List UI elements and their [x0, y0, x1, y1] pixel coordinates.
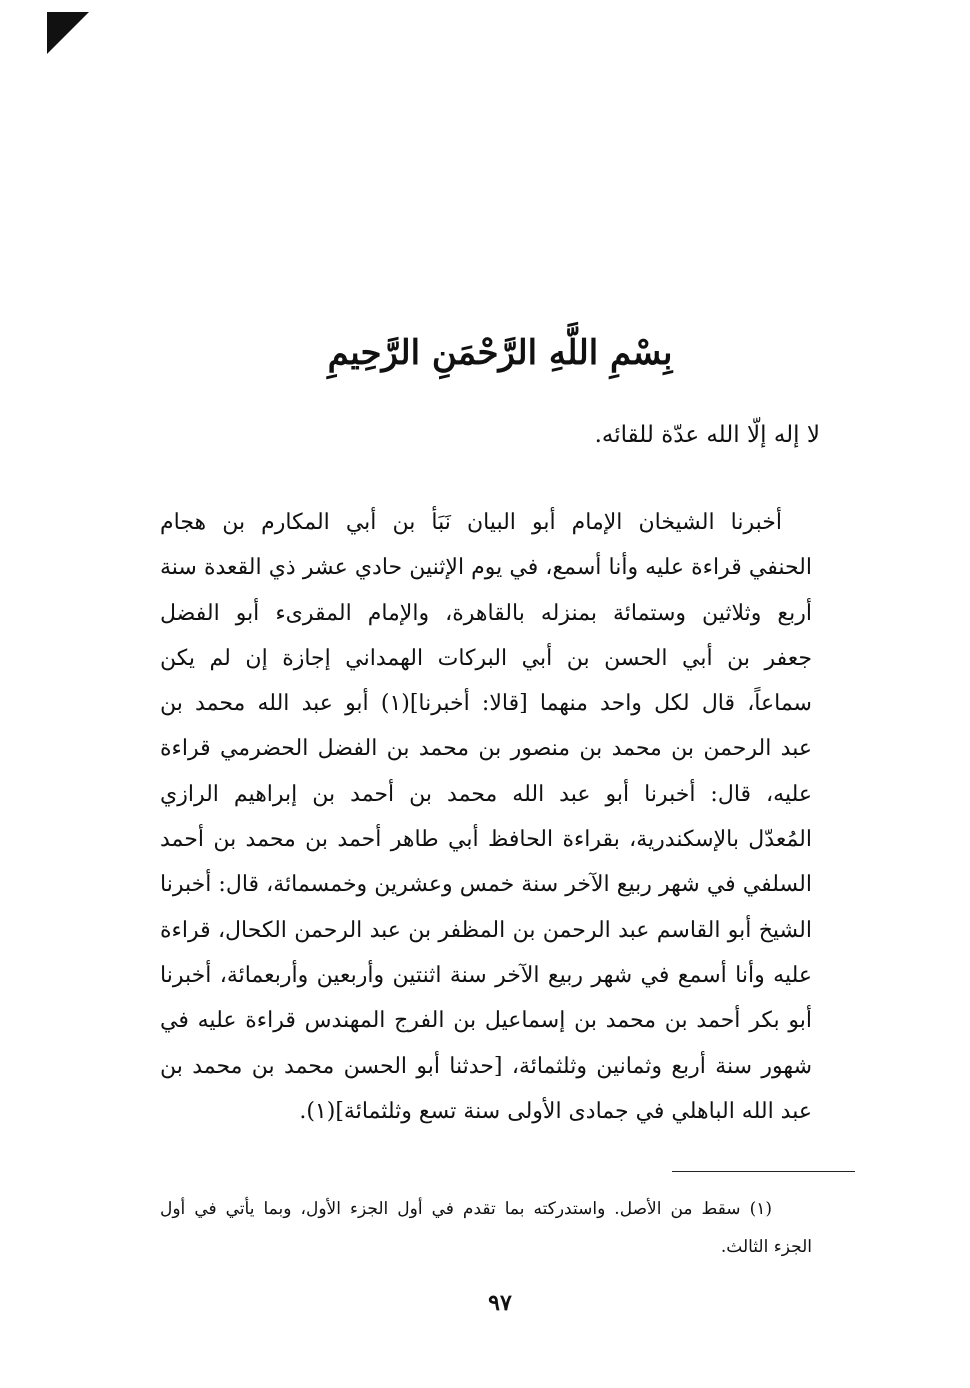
basmala-calligraphy — [327, 318, 673, 388]
footnotes — [160, 1190, 812, 1266]
text-line: عليه وأنا أسمع في شهر ربيع الآخر سنة اثنتين وأربعين وأربعمائة، أخبرنا — [160, 962, 812, 988]
text-line: عبد الله الباهلي في جمادى الأولى سنة تسع وثلثمائة](١). — [299, 1098, 812, 1124]
text-line: أربع وثلاثين وستمائة بمنزله بالقاهرة، والإمام المقرىء أبو الفضل — [160, 600, 812, 626]
text-line: سماعاً، قال لكل واحد منهما [قالا: أخبرنا](١) أبو عبد الله محمد بن — [160, 691, 812, 717]
text-line: أخبرنا الشيخان الإمام أبو البيان نَبَأ بن أبي المكارم بن هجام — [160, 510, 782, 535]
text-line: الحنفي قراءة عليه وأنا أسمع، في يوم الإثنين حادي عشر ذي القعدة سنة — [160, 555, 812, 581]
page-corner-mark — [47, 12, 89, 54]
main-text — [160, 500, 812, 1134]
text-line: شهور سنة أربع وثمانين وثلثمائة، [حدثنا أبو الحسن محمد بن محمد بن — [160, 1053, 812, 1079]
page-number: ٩٧ — [488, 1290, 512, 1316]
text-line: المُعدّل بالإسكندرية، بقراءة الحافظ أبي طاهر أحمد بن محمد بن أحمد — [160, 827, 812, 853]
text-line: عبد الرحمن بن محمد بن منصور بن محمد بن الفضل الحضرمي قراءة — [160, 736, 812, 762]
footnote-separator — [672, 1171, 855, 1172]
text-line: عليه، قال: أخبرنا أبو عبد الله محمد بن أحمد بن إبراهيم الرازي — [160, 781, 812, 807]
footnote-line: (١) سقط من الأصل. واستدركته بما تقدم في أول الجزء الأول، وبما يأتي في أول — [160, 1199, 772, 1219]
basmala-text: بِسْمِ اللَّهِ الرَّحْمَنِ الرَّحِيمِ — [327, 333, 673, 373]
text-line: أبو بكر أحمد بن محمد بن إسماعيل بن الفرج المهندس قراءة عليه في — [160, 1008, 812, 1034]
text-line: الشيخ أبو القاسم عبد الرحمن بن المظفر بن عبد الرحمن الكحال، قراءة — [160, 917, 812, 943]
footnote-line: الجزء الثالث. — [720, 1237, 812, 1257]
text-line: جعفر بن أبي الحسن بن أبي البركات الهمداني إجازة إن لم يكن — [160, 645, 812, 671]
opening-line: لا إله إلّا الله عدّة للقائه. — [594, 422, 820, 448]
text-line: السلفي في شهر ربيع الآخر سنة خمس وعشرين وخمسمائة، قال: أخبرنا — [160, 872, 812, 898]
